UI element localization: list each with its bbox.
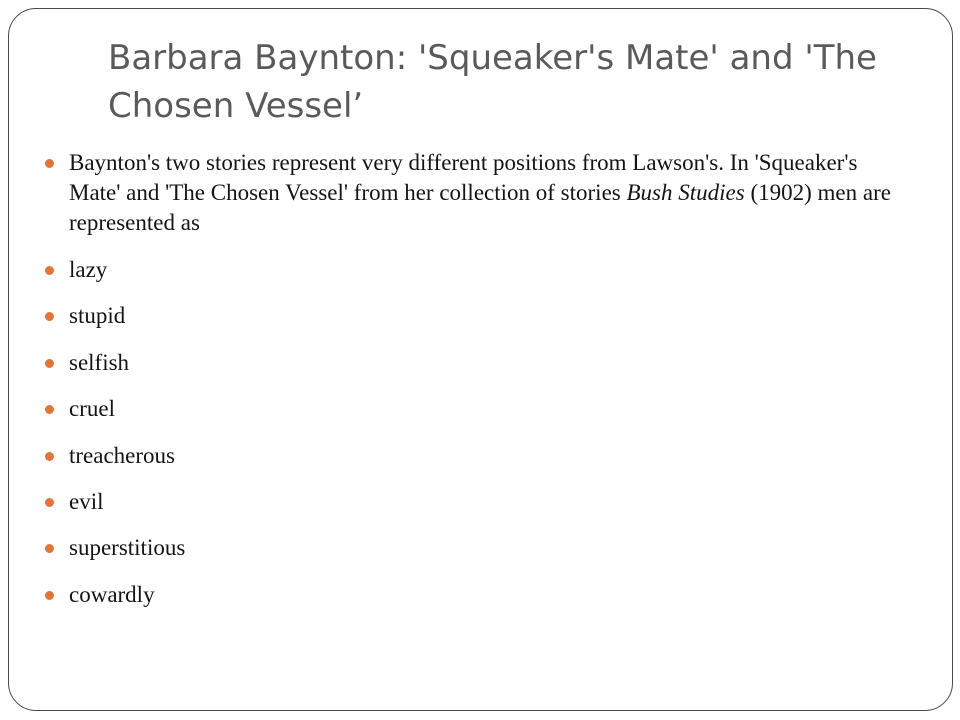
list-item-label: selfish xyxy=(69,349,130,375)
list-item-label: treacherous xyxy=(69,442,175,468)
list-item-label: superstitious xyxy=(69,535,186,561)
bullet-dot-icon xyxy=(45,359,54,368)
slide-title: Barbara Baynton: 'Squeaker's Mate' and 'The Chosen Vessel’ xyxy=(108,38,877,126)
bullet-dot-icon xyxy=(45,452,54,461)
list-item-label: lazy xyxy=(69,257,108,282)
bullet-dot-icon xyxy=(45,544,54,553)
bullet-list xyxy=(45,148,895,626)
bullet-dot-icon xyxy=(45,591,54,600)
list-item-label: cruel xyxy=(69,396,115,422)
list-item xyxy=(45,533,895,563)
bullet-dot-icon xyxy=(45,312,54,321)
list-item xyxy=(45,255,895,285)
bullet-dot-icon xyxy=(45,159,54,168)
list-item xyxy=(45,301,895,331)
list-item xyxy=(45,580,895,610)
bullet-dot-icon xyxy=(45,266,54,275)
list-item xyxy=(45,441,895,471)
list-item xyxy=(45,487,895,517)
intro-text-end: (1902) men are represented as xyxy=(69,180,891,235)
intro-bullet xyxy=(45,148,895,238)
list-item xyxy=(45,348,895,378)
bullet-dot-icon xyxy=(45,498,54,507)
list-item-label: stupid xyxy=(69,303,126,329)
book-title: Bush Studies xyxy=(626,180,745,205)
list-item xyxy=(45,394,895,424)
list-item-label: cowardly xyxy=(69,581,155,607)
list-item-label: evil xyxy=(69,488,104,514)
intro-text: Baynton's two stories represent very different positions from Lawson's. In 'Squeaker's Mate' and 'The Chosen Vessel' from her collection of stories xyxy=(69,150,858,205)
bullet-dot-icon xyxy=(45,405,54,414)
